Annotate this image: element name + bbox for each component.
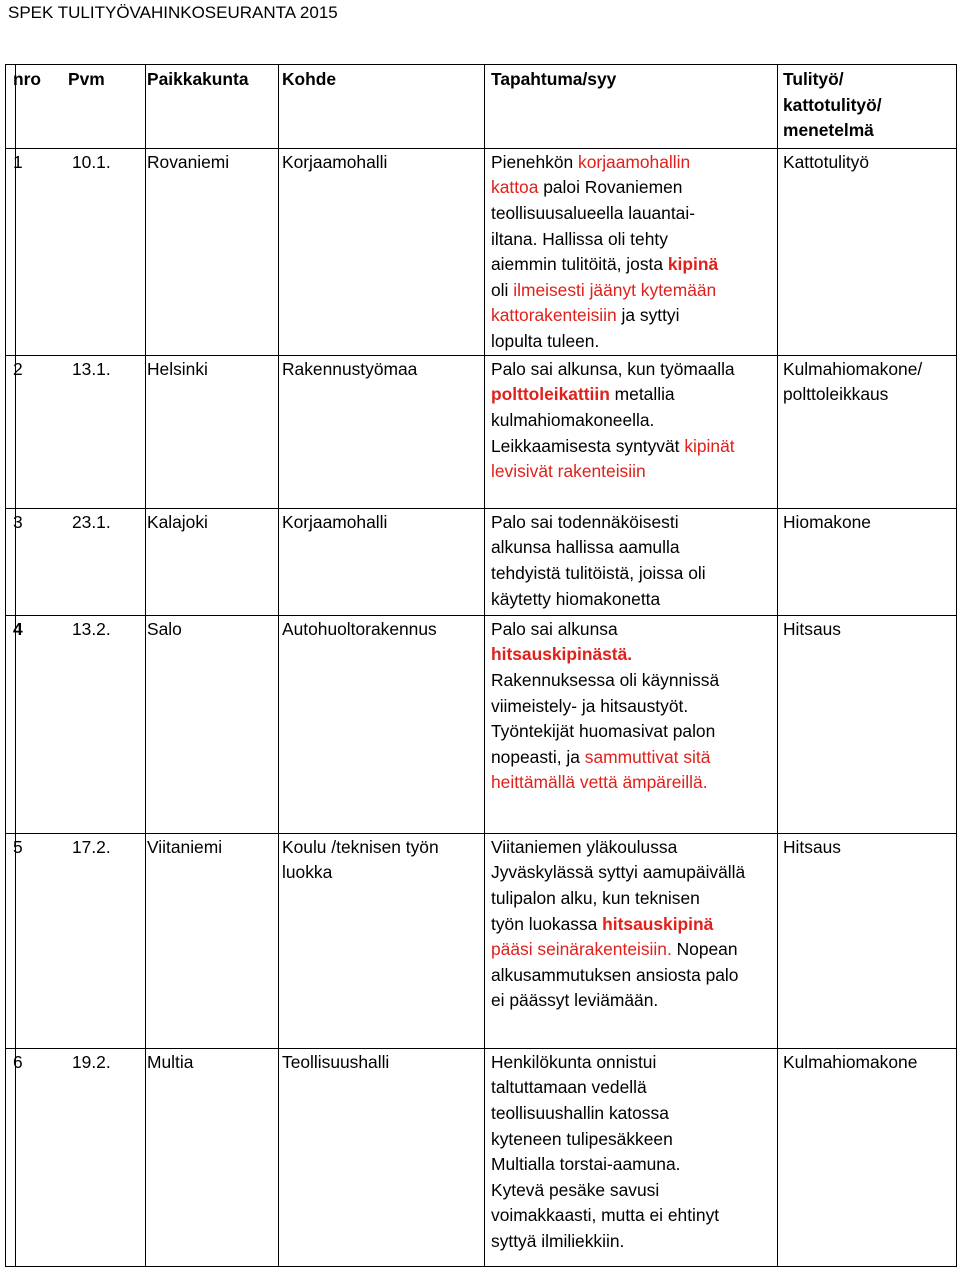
description-line — [491, 668, 777, 694]
row-number: 6 — [13, 1051, 23, 1072]
description-text: Työntekijät huomasivat palon — [491, 721, 716, 742]
header-pvm-label: Pvm — [68, 69, 105, 89]
description-line — [491, 408, 777, 434]
method-line: polttoleikkaus — [783, 384, 889, 405]
description-line — [491, 535, 777, 561]
table-row — [6, 1048, 957, 1266]
document-title: SPEK TULITYÖVAHINKOSEURANTA 2015 — [8, 3, 338, 22]
description-text: ei päässyt leviämään. — [491, 990, 659, 1011]
description-line — [491, 510, 777, 536]
cell-menetelma — [778, 615, 957, 833]
row-date: 23.1. — [72, 511, 111, 532]
description-text: oli — [491, 279, 514, 300]
description-line — [491, 770, 777, 796]
description-text: paloi Rovaniemen — [538, 177, 683, 198]
highlighted-text: polttoleikattiin — [491, 384, 610, 405]
description-text: nopeasti, ja — [491, 746, 585, 767]
description-text: Rakennuksessa oli käynnissä — [491, 669, 720, 690]
description-line — [491, 201, 777, 227]
description-text: kulmahiomakoneella. — [491, 409, 655, 430]
highlighted-text: kipinä — [667, 254, 719, 275]
description-text: Multialla torstai-aamuna. — [491, 1154, 681, 1175]
description-line — [491, 1127, 777, 1153]
cell-paikkakunta: Helsinki — [146, 355, 279, 508]
description-text: alkunsa hallissa aamulla — [491, 537, 680, 558]
description-line — [491, 912, 777, 938]
row-number: 2 — [13, 358, 23, 379]
description-line — [491, 1229, 777, 1255]
cell-menetelma — [778, 833, 957, 1048]
fire-incident-table — [5, 64, 957, 1267]
description-text: lopulta tuleen. — [491, 330, 600, 351]
description-line — [491, 963, 777, 989]
description-text: teollisuushallin katossa — [491, 1102, 669, 1123]
row-number: 3 — [13, 511, 23, 532]
description-line — [491, 227, 777, 253]
description-line — [491, 886, 777, 912]
description-text: iltana. Hallissa oli tehty — [491, 228, 668, 249]
highlighted-text: korjaamohallin — [578, 151, 691, 172]
description-line — [491, 459, 777, 485]
description-line — [491, 587, 777, 613]
highlighted-text: levisivät rakenteisiin — [491, 461, 646, 482]
highlighted-text: hitsauskipinä — [602, 913, 714, 934]
cell-paikkakunta: Rovaniemi — [146, 148, 279, 355]
description-line — [491, 357, 777, 383]
method-line: Hitsaus — [783, 618, 841, 639]
header-tapahtuma: Tapahtuma/syy — [485, 65, 778, 149]
description-text: ja syttyi — [616, 305, 680, 326]
cell-nro — [6, 148, 23, 355]
header-menetelma-line: menetelmä — [783, 120, 874, 141]
cell-tapahtuma — [485, 615, 778, 833]
header-menetelma-line: Tulityö/ — [783, 69, 844, 89]
description-line — [491, 329, 777, 355]
cell-menetelma — [778, 355, 957, 508]
description-line — [491, 561, 777, 587]
cell-kohde: Rakennustyömaa — [279, 355, 485, 508]
description-text: Kytevä pesäke savusi — [491, 1179, 660, 1200]
description-text: Jyväskylässä syttyi aamupäivällä — [491, 862, 746, 883]
description-text: kyteneen tulipesäkkeen — [491, 1128, 673, 1149]
description-text: Palo sai alkunsa — [491, 618, 618, 639]
highlighted-text: heittämällä vettä ämpäreillä. — [491, 772, 708, 793]
cell-pvm — [16, 1048, 146, 1266]
description-line — [491, 937, 777, 963]
highlighted-text: hitsauskipinästä. — [491, 644, 633, 665]
description-text: Henkilökunta onnistui — [491, 1051, 657, 1072]
cell-pvm — [16, 355, 146, 508]
table-body — [6, 148, 957, 1266]
cell-kohde: Autohuoltorakennus — [279, 615, 485, 833]
description-text: työn luokassa — [491, 913, 603, 934]
highlighted-text: kipinät — [684, 435, 735, 456]
description-text: tulipalon alku, kun teknisen — [491, 887, 700, 908]
description-text: Palo sai alkunsa, kun työmaalla — [491, 358, 735, 379]
cell-paikkakunta: Viitaniemi — [146, 833, 279, 1048]
cell-tapahtuma — [485, 1048, 778, 1266]
cell-tapahtuma — [485, 148, 778, 355]
description-text: alkusammutuksen ansiosta palo — [491, 964, 739, 985]
description-text: syttyä ilmiliekkiin. — [491, 1230, 625, 1251]
cell-nro — [6, 508, 23, 615]
header-nro: nro — [6, 65, 16, 149]
method-line: Kulmahiomakone/ — [783, 358, 923, 379]
cell-nro — [6, 355, 23, 508]
description-text: käytetty hiomakonetta — [491, 588, 661, 609]
description-text: voimakkaasti, mutta ei ehtinyt — [491, 1205, 720, 1226]
row-date: 13.1. — [72, 358, 111, 379]
description-text: aiemmin tulitöitä, josta — [491, 254, 668, 275]
highlighted-text: pääsi seinärakenteisiin. — [491, 939, 672, 960]
highlighted-text: kattoa — [491, 177, 539, 198]
row-date: 10.1. — [72, 151, 111, 172]
cell-kohde: Korjaamohalli — [279, 148, 485, 355]
description-text: teollisuusalueella lauantai- — [491, 202, 695, 223]
cell-paikkakunta: Salo — [146, 615, 279, 833]
description-line — [491, 303, 777, 329]
description-line — [491, 252, 777, 278]
description-line — [491, 1178, 777, 1204]
method-line: Kulmahiomakone — [783, 1051, 918, 1072]
cell-pvm — [16, 508, 146, 615]
description-text: Pienehkön — [491, 151, 579, 172]
row-number: 1 — [13, 151, 23, 172]
cell-tapahtuma — [485, 508, 778, 615]
cell-pvm — [16, 615, 146, 833]
cell-menetelma — [778, 148, 957, 355]
cell-nro — [6, 615, 23, 833]
description-text: Viitaniemen yläkoulussa — [491, 836, 678, 857]
row-date: 13.2. — [72, 618, 111, 639]
description-line — [491, 719, 777, 745]
description-line — [491, 745, 777, 771]
description-line — [491, 694, 777, 720]
header-menetelma — [778, 65, 957, 149]
table-row — [6, 508, 957, 615]
cell-kohde: Korjaamohalli — [279, 508, 485, 615]
table-row — [6, 355, 957, 508]
cell-menetelma — [778, 508, 957, 615]
description-line — [491, 617, 777, 643]
description-line — [491, 1075, 777, 1101]
highlighted-text: sammuttivat sitä — [584, 746, 711, 767]
description-line — [491, 642, 777, 668]
header-menetelma-line: kattotulityö/ — [783, 94, 882, 115]
table-row — [6, 833, 957, 1048]
description-line — [491, 175, 777, 201]
row-number: 4 — [13, 618, 23, 639]
description-line — [491, 382, 777, 408]
cell-pvm — [16, 148, 146, 355]
description-line — [491, 1101, 777, 1127]
header-row — [6, 65, 957, 149]
cell-pvm — [16, 833, 146, 1048]
method-line: Kattotulityö — [783, 151, 870, 172]
cell-menetelma — [778, 1048, 957, 1266]
description-text: metallia — [609, 384, 675, 405]
method-line: Hiomakone — [783, 511, 871, 532]
method-line: Hitsaus — [783, 836, 841, 857]
cell-tapahtuma — [485, 355, 778, 508]
highlighted-text: kattorakenteisiin — [491, 305, 617, 326]
highlighted-text: ilmeisesti jäänyt kytemään — [513, 279, 717, 300]
cell-kohde: Teollisuushalli — [279, 1048, 485, 1266]
header-paikkakunta: Paikkakunta — [146, 65, 279, 149]
description-text: Leikkaamisesta syntyvät — [491, 435, 685, 456]
row-number: 5 — [13, 836, 23, 857]
description-line — [491, 434, 777, 460]
description-text: taltuttamaan vedellä — [491, 1077, 647, 1098]
cell-paikkakunta: Multia — [146, 1048, 279, 1266]
description-text: viimeistely- ja hitsaustyöt. — [491, 695, 689, 716]
row-date: 17.2. — [72, 836, 111, 857]
cell-paikkakunta: Kalajoki — [146, 508, 279, 615]
cell-nro — [6, 1048, 23, 1266]
cell-tapahtuma — [485, 833, 778, 1048]
description-text: tehdyistä tulitöistä, joissa oli — [491, 562, 706, 583]
description-text: Palo sai todennäköisesti — [491, 511, 679, 532]
cell-kohde: Koulu /teknisen työn luokka — [279, 833, 485, 1048]
description-line — [491, 1203, 777, 1229]
description-line — [491, 278, 777, 304]
description-line — [491, 835, 777, 861]
description-text: Nopean — [671, 939, 738, 960]
table-row — [6, 148, 957, 355]
description-line — [491, 150, 777, 176]
cell-nro — [6, 833, 23, 1048]
description-line — [491, 860, 777, 886]
header-pvm — [16, 65, 146, 149]
table-row — [6, 615, 957, 833]
row-date: 19.2. — [72, 1051, 111, 1072]
header-kohde: Kohde — [279, 65, 485, 149]
description-line — [491, 1152, 777, 1178]
description-line — [491, 1050, 777, 1076]
description-line — [491, 988, 777, 1014]
